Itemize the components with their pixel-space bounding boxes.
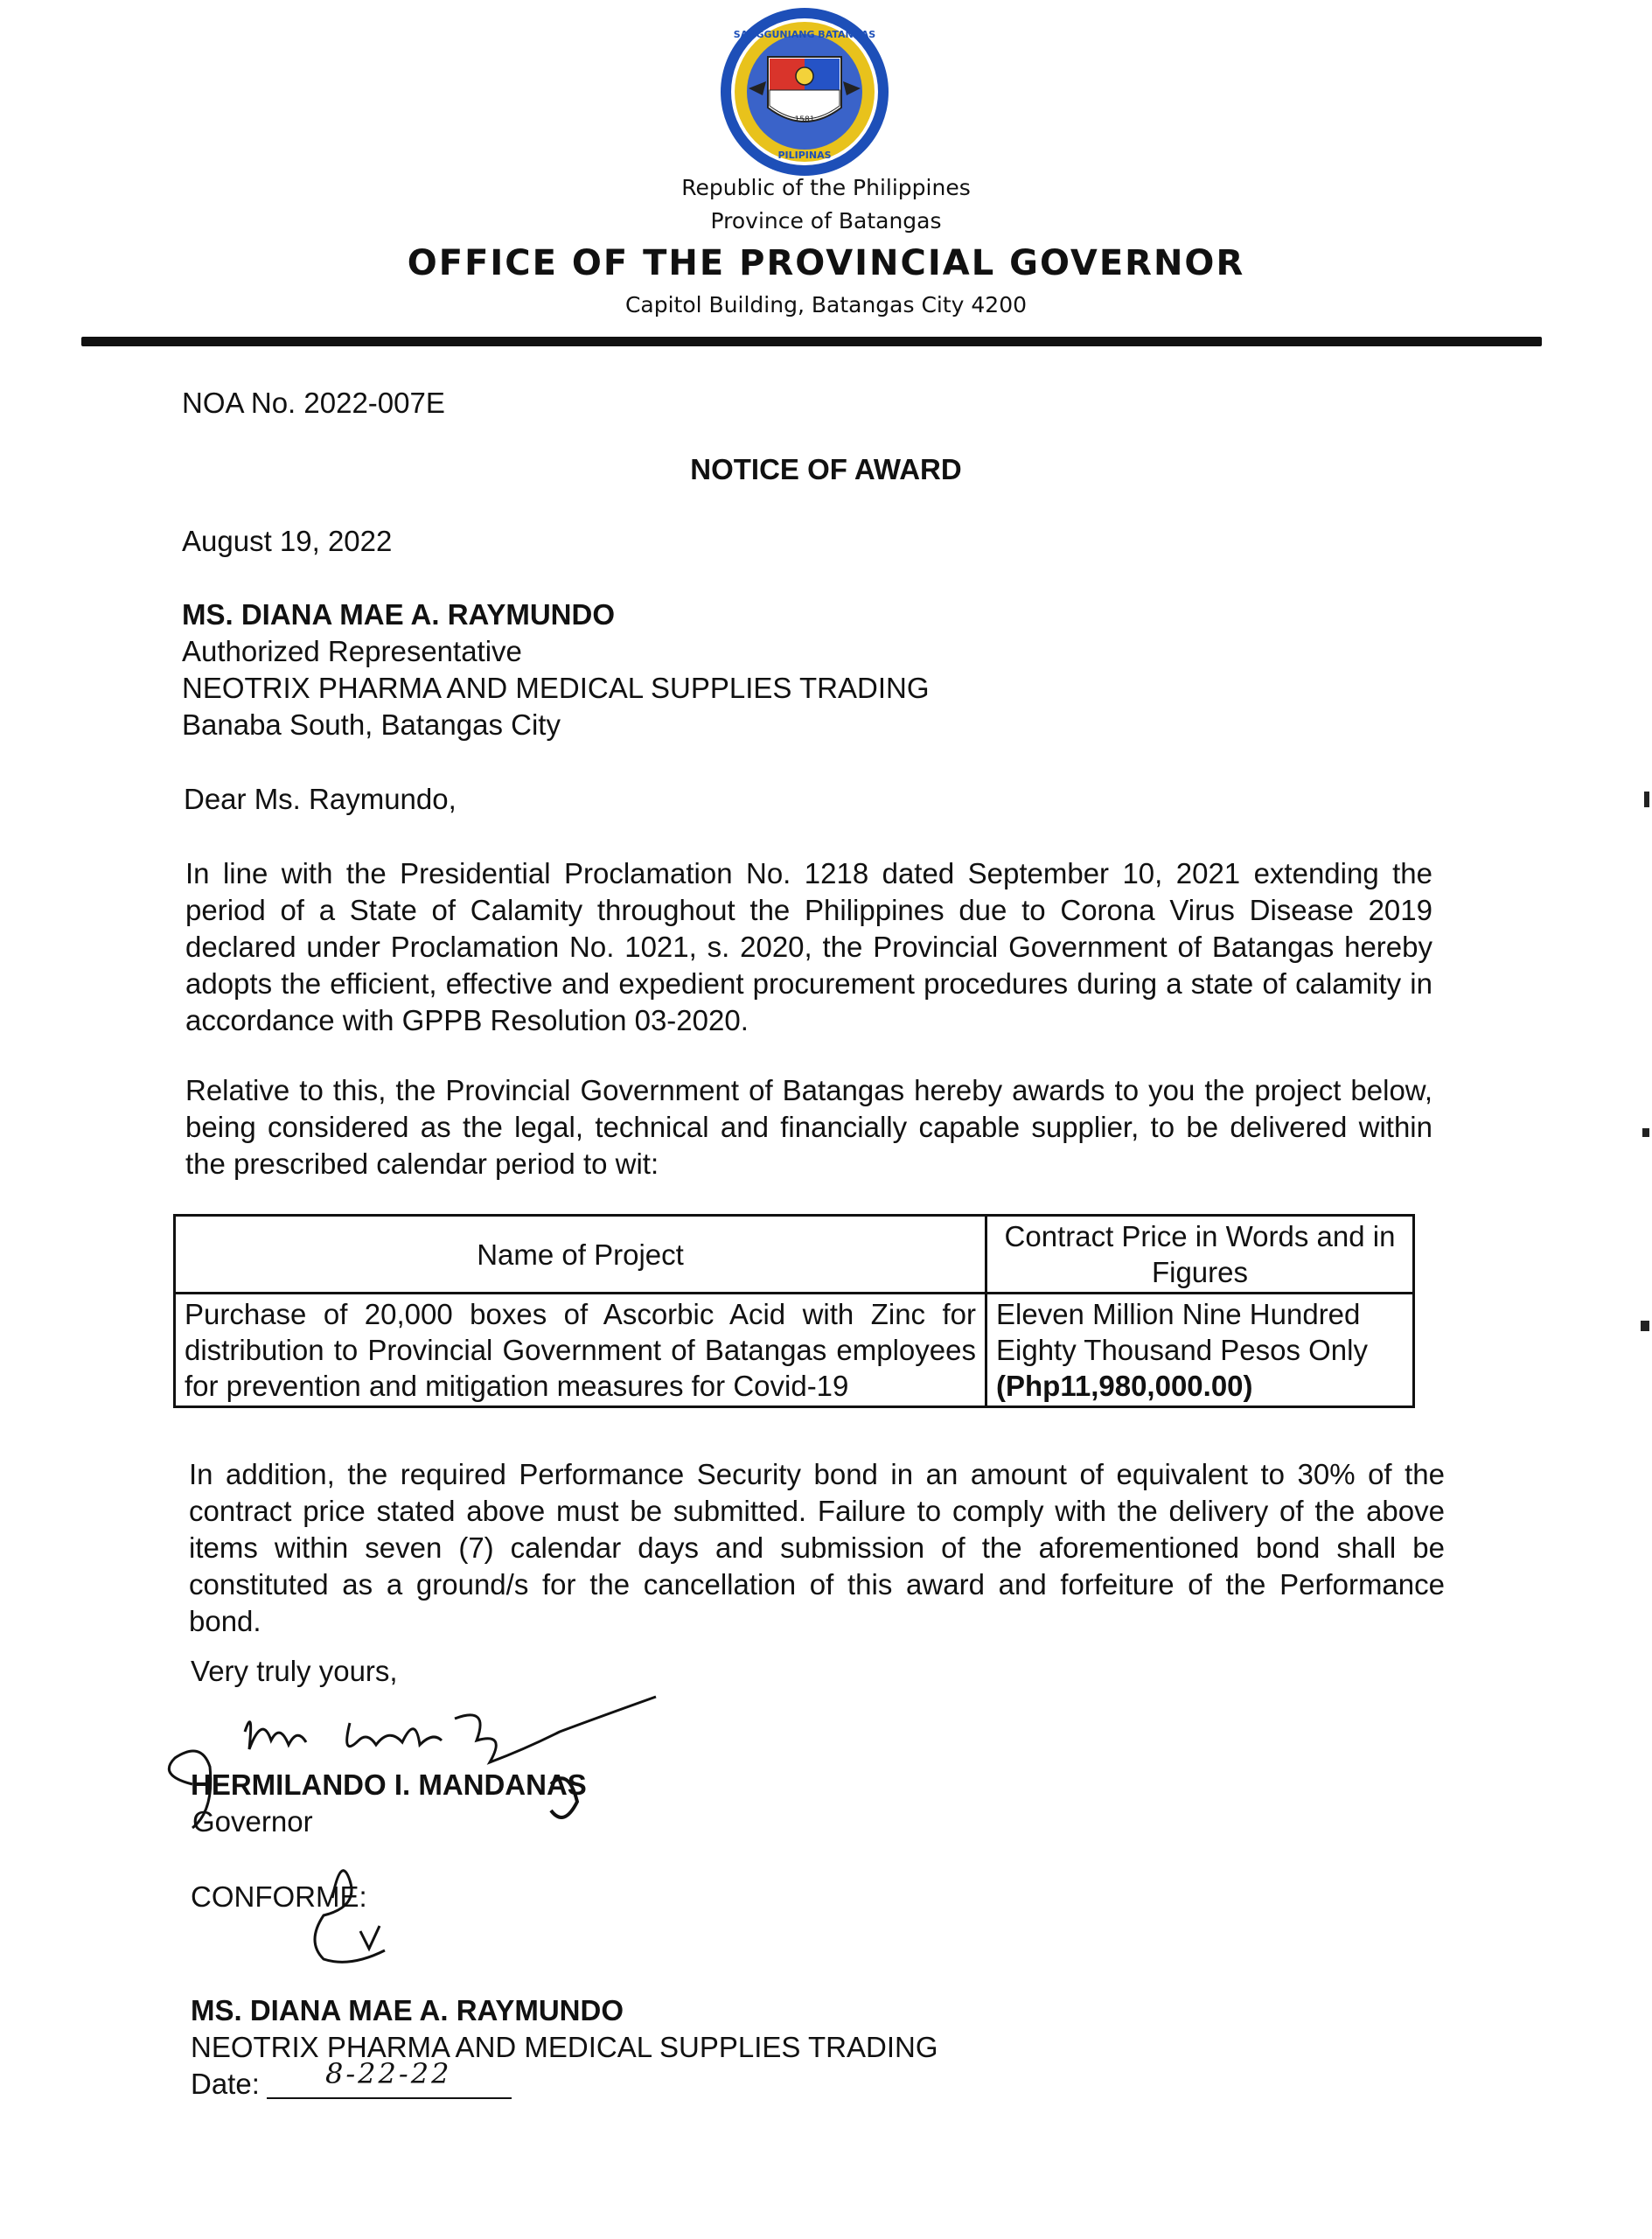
noa-number: NOA No. 2022-007E	[182, 387, 445, 419]
conforme-label: CONFORME:	[191, 1880, 367, 1913]
date-underline	[267, 2097, 512, 2099]
signatory-name: HERMILANDO I. MANDANAS	[191, 1768, 587, 1801]
date-label: Date:	[191, 2068, 260, 2100]
award-table	[173, 1214, 1415, 1408]
conforme-name: MS. DIANA MAE A. RAYMUNDO	[191, 1994, 624, 2026]
signatory-title: Governor	[192, 1805, 313, 1838]
document-title: NOTICE OF AWARD	[690, 453, 962, 485]
closing: Very truly yours,	[191, 1655, 398, 1687]
header-project: Name of Project	[175, 1216, 986, 1294]
recipient-address: Banaba South, Batangas City	[182, 708, 561, 741]
header-price: Contract Price in Words and in Figures	[986, 1216, 1414, 1294]
provincial-seal	[717, 4, 892, 179]
header-republic: Republic of the Philippines	[681, 175, 971, 200]
paragraph-3: In addition, the required Performance Security bond in an amount of equivalent to 30% of the contract price stated above must be submitted. Failure to comply with the delivery of the above items within seven (7) calendar days and submission of the aforementioned bond shall be constituted as a ground/s for the cancellation of this award and forfeiture of the Performance bond.	[189, 1458, 1445, 1637]
price-cell	[986, 1294, 1414, 1407]
header-province: Province of Batangas	[710, 208, 942, 234]
table-row	[175, 1294, 1414, 1407]
scan-artifact	[1644, 792, 1649, 807]
price-words: Eleven Million Nine Hundred Eighty Thousand Pesos Only	[996, 1298, 1368, 1366]
date-handwritten: 8-22-22	[325, 2057, 452, 2090]
table-header-row	[175, 1216, 1414, 1294]
seal-year: 1581	[794, 115, 815, 124]
recipient-block	[182, 596, 969, 743]
recipient-company: NEOTRIX PHARMA AND MEDICAL SUPPLIES TRADING	[182, 672, 930, 704]
recipient-name: MS. DIANA MAE A. RAYMUNDO	[182, 598, 616, 631]
conforme-company: NEOTRIX PHARMA AND MEDICAL SUPPLIES TRADING	[191, 2031, 938, 2063]
conforme-signature	[289, 1845, 394, 1977]
paragraph-2: Relative to this, the Provincial Government of Batangas hereby awards to you the project below, being considered as the legal, technical and financially capable supplier, to be delivered within the prescribed calendar period to wit:	[185, 1074, 1432, 1180]
seal-text-top: SANGGUNIANG BATANGAS	[733, 29, 876, 40]
scan-artifact	[1641, 1321, 1649, 1331]
recipient-position: Authorized Representative	[182, 635, 522, 667]
header-address: Capitol Building, Batangas City 4200	[624, 292, 1028, 317]
salutation: Dear Ms. Raymundo,	[184, 783, 457, 815]
header-divider	[81, 337, 1542, 346]
header-office: OFFICE OF THE PROVINCIAL GOVERNOR	[407, 243, 1245, 283]
project-name-cell: Purchase of 20,000 boxes of Ascorbic Acid with Zinc for distribution to Provincial Government of Batangas employees for prevention and mitigation measures for Covid-19	[175, 1294, 986, 1407]
price-figures: (Php11,980,000.00)	[996, 1370, 1253, 1402]
scan-artifact	[1642, 1128, 1649, 1137]
paragraph-1: In line with the Presidential Proclamation No. 1218 dated September 10, 2021 extending the period of a State of Calamity throughout the Philippines due to Corona Virus Disease 2019 declared under Proclamation No. 1021, s. 2020, the Provincial Government of Batangas hereby adopts the efficient, effective and expedient procurement procedures during a state of calamity in accordance with GPPB Resolution 03-2020.	[185, 857, 1432, 1036]
letter-date: August 19, 2022	[182, 525, 393, 557]
seal-text-bottom: PILIPINAS	[777, 150, 832, 161]
